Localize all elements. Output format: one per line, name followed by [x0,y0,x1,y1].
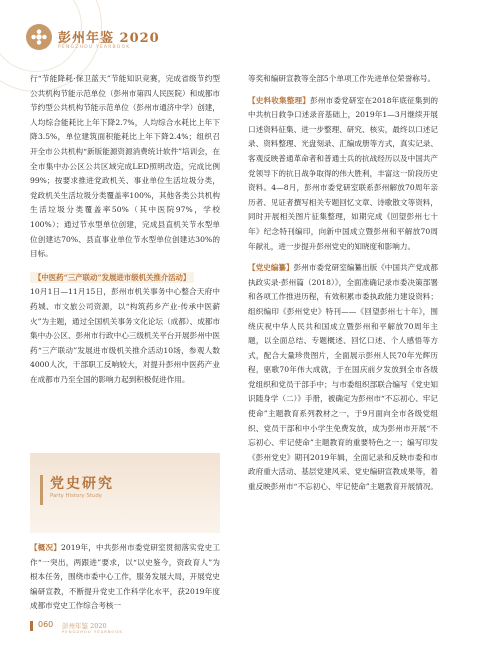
flower-icon [30,28,48,46]
yearbook-title: 彭州年鉴 2020 [58,31,160,46]
left-column-bottom [30,541,220,614]
banner-accent-bar [40,475,43,505]
section-tag: 【史料收集整理】 [248,95,311,105]
banner-english-title: Party History Study [50,493,103,499]
page-footer [30,618,470,636]
paragraph: 等奖和编研宣教等全部5个单项工作先进单位荣誉称号。 [248,74,436,83]
footer-title: 彭州年鉴 2020 [62,622,107,630]
paragraph: 2019年，中共彭州市委党研室贯彻落实党史工作“一突出，两跟进”要求，以“以史鉴今，资政育人”为根本任务，围绕市委中心工作，服务发展大局，开展党史编研宣教，不断提升党史工作科学化水平，获2019年度成都市党史工作综合考核一 [30,543,220,611]
paragraph: 彭州市委党研室编纂出版《中国共产党成都执政实录·彭州篇（2018）》，全面准确记录市委决策部署和各项工作推进历程，有效积累市委执政能力建设资料；组织编印《彭州党史》特刊——《回望彭州七十年》，围绕庆祝中华人民共和国成立暨彭州和平解放70周年主题，以全面总结、专题概述、回忆口述、个人感悟等方式，配合大量珍贵图片，全面展示彭州人民70年光辉历程，驱歌70年伟大成就，于在国庆前夕发放到全市各级党组织和党员干部手中；与市委组织部联合编写《党史知识随身学（二）》手册，被确定为彭州市“不忘初心、牢记使命”主题教育系列教材之一，于9月面向全市各级党组织、党员干部和中小学生免费发放，成为彭州市开展“不忘初心、牢记使命”主题教育的重要特色之一；编写印发《彭州党史》期刊2019年辑，全面记录和反映市委和市政府重大活动、基层党建风采、党史编研宣教成果等，着重反映彭州市“不忘初心、牢记使命”主题教育开展情况。 [248,263,439,492]
section-heading: 【中医药“三产联动”发展进市级机关推介活动】 [30,272,194,283]
footer-subtitle: PENGZHOU YEARBOOK [62,629,123,634]
yearbook-logo [26,24,52,50]
paragraph: 彭州市委党研室在2018年底征集到的中共杭日救争口述录音基础上，2019年1—3月继续开展口述资料征集、进一步整理、研究、核实，最终以口述记录、资料整理、光盘刻录、汇编成册等方式，真实记录、客观反映普通革命者和普通士兵的抗战经历以及中国共产党领导下的抗日战争取得的伟大胜利，丰富这一阶段历史资料。4—8月，彭州市委党研室联系彭州解放70周年亲历者、见证者撰写相关专题回忆文章、诗歌散文等资料，同时开展相关图片征集整理，如期完成《回望彭州七十年》纪念特刊编印，向新中国成立暨彭州和平解放70周年献礼，进一步提升彭州党史的知晓度和影响力。 [248,95,438,251]
paragraph: 行“节能降耗·保卫蓝天”节能知识竞赛，完成省级节约型公共机构节能示范单位（彭州市第四人民医院）和成都市节约型公共机构节能示范单位（彭州市通济中学）创建，人均综合能耗比上年下降2.7%，人均综合水耗比上年下降3.5%，单位建筑面积能耗比上年下降2.4%；组织召开全市公共机构“新版能源资源消费统计软件”培训会，在全市集中办公区公共区域完成LED照明改造，完成比例99%；按要求推进党政机关、事业单位生活垃圾分类，党政机关生活垃圾分类覆盖率100%，其他各类公共机构生活垃圾分类覆盖率50%（其中医院97%，学校100%）；通过节水型单位创建，完成县直机关节水型单位创建达70%、县直事业单位节水型单位创建达30%的目标。 [30,74,221,259]
section-banner [30,453,220,533]
page-header [0,0,480,62]
banner-title: 党史研究 [50,476,114,492]
section-tag: 【概况】 [30,543,62,552]
left-column [30,72,220,387]
right-column [248,72,438,495]
page-number: 060 [38,620,54,629]
footer-accent-bar [30,621,33,631]
yearbook-subtitle: PENGZHOU YEARBOOK [58,45,131,50]
paragraph: 10月1日—11月15日，彭州市机关事务中心整合天府中药城、市文旅公司资源，以“构筑药乡产业·传承中医薪火”为主题，通过全国机关事务文化论坛（成都）、成都市集中办公区、彭州市行政中心三级机关平台开展彭州中医药“三产联动”发展进市级机关推介活动10场，参观人数4000人次，干部职工反响较大，对提升彭州中医药产业在成都市乃至全国的影响力起到积极促进作用。 [30,287,220,384]
section-tag: 【党史编纂】 [248,263,294,273]
